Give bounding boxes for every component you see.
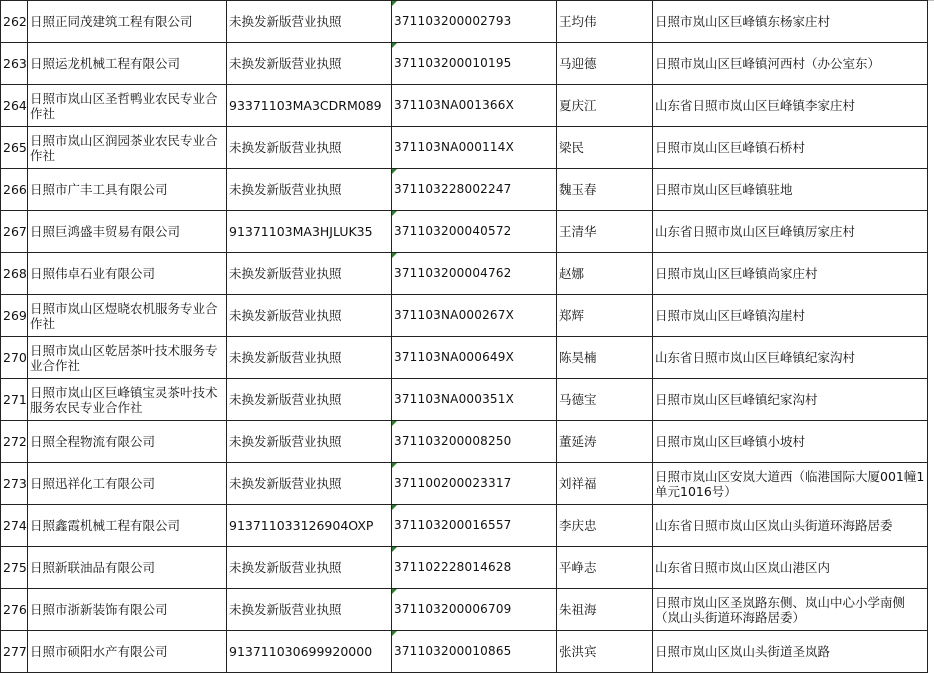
company-name: 日照市浙新装饰有限公司: [30, 602, 168, 617]
registration-code: 371103200004762: [394, 266, 512, 280]
license-number: 913711030699920000: [229, 644, 373, 659]
company-name-cell[interactable]: [28, 421, 227, 463]
license-number-cell[interactable]: [227, 43, 392, 85]
row-number: 262: [3, 14, 27, 29]
license-number: 未换发新版营业执照: [229, 560, 342, 575]
company-name-cell[interactable]: [28, 85, 227, 127]
legal-representative: 平峥志: [559, 560, 597, 575]
registration-code-cell[interactable]: [392, 547, 557, 589]
table-row: [1, 295, 928, 337]
table-row: [1, 169, 928, 211]
license-number: 未换发新版营业执照: [229, 602, 342, 617]
table-row: [1, 337, 928, 379]
license-number: 未换发新版营业执照: [229, 14, 342, 29]
text-number-marker-icon: [392, 505, 397, 510]
registration-code-cell[interactable]: [392, 253, 557, 295]
company-name-cell[interactable]: [28, 505, 227, 547]
row-number-cell[interactable]: [1, 127, 28, 169]
registration-code: 371103NA001366X: [394, 98, 515, 112]
company-name-cell[interactable]: [28, 589, 227, 631]
row-number: 269: [3, 308, 27, 323]
text-number-marker-icon: [392, 43, 397, 48]
table-row: [1, 1, 928, 43]
legal-representative-cell[interactable]: [557, 589, 653, 631]
table-row: [1, 127, 928, 169]
legal-representative-cell[interactable]: [557, 1, 653, 43]
legal-representative: 郑辉: [559, 308, 585, 323]
license-number-cell[interactable]: [227, 421, 392, 463]
registration-code: 371103NA000649X: [394, 350, 515, 364]
license-number-cell[interactable]: [227, 547, 392, 589]
address: 山东省日照市岚山区巨峰镇李家庄村: [655, 98, 856, 113]
legal-representative: 马德宝: [559, 392, 597, 407]
company-name: 日照市广丰工具有限公司: [30, 182, 168, 197]
legal-representative-cell[interactable]: [557, 505, 653, 547]
legal-representative-cell[interactable]: [557, 295, 653, 337]
registration-code-cell[interactable]: [392, 127, 557, 169]
license-number-cell[interactable]: [227, 295, 392, 337]
row-number: 274: [3, 518, 27, 533]
address-cell[interactable]: [653, 211, 928, 253]
legal-representative-cell[interactable]: [557, 547, 653, 589]
legal-representative-cell[interactable]: [557, 43, 653, 85]
table-row: [1, 463, 928, 505]
table-row: [1, 43, 928, 85]
address-cell[interactable]: [653, 85, 928, 127]
registration-code: 371103NA000351X: [394, 392, 515, 406]
license-number: 未换发新版营业执照: [229, 182, 342, 197]
company-name: 日照运龙机械工程有限公司: [30, 56, 181, 71]
company-name: 日照迅祥化工有限公司: [30, 476, 156, 491]
company-name-cell[interactable]: [28, 631, 227, 673]
legal-representative-cell[interactable]: [557, 169, 653, 211]
registration-code-cell[interactable]: [392, 631, 557, 673]
address: 日照市岚山区巨峰镇尚家庄村: [655, 266, 818, 281]
text-number-marker-icon: [392, 253, 397, 258]
row-number: 263: [3, 56, 27, 71]
license-number-cell[interactable]: [227, 631, 392, 673]
license-number: 未换发新版营业执照: [229, 392, 342, 407]
address-cell[interactable]: [653, 169, 928, 211]
row-number: 275: [3, 560, 27, 575]
license-number: 913711033126904OXP: [229, 518, 374, 533]
text-number-marker-icon: [392, 211, 397, 216]
license-number-cell[interactable]: [227, 589, 392, 631]
registration-code-cell[interactable]: [392, 85, 557, 127]
row-number: 277: [3, 644, 27, 659]
registration-code: 371102228014628: [394, 560, 512, 574]
legal-representative: 王清华: [559, 224, 597, 239]
company-name: 日照市硕阳水产有限公司: [30, 644, 168, 659]
company-name-cell[interactable]: [28, 463, 227, 505]
address: 山东省日照市岚山区巨峰镇厉家庄村: [655, 224, 856, 239]
license-number: 未换发新版营业执照: [229, 434, 342, 449]
text-number-marker-icon: [392, 631, 397, 636]
row-number: 268: [3, 266, 27, 281]
address: 日照市岚山区圣岚路东侧、岚山中心小学南侧（岚山头街道环海路居委）: [655, 594, 906, 625]
row-number-cell[interactable]: [1, 169, 28, 211]
address-cell[interactable]: [653, 1, 928, 43]
company-name: 日照伟卓石业有限公司: [30, 266, 156, 281]
legal-representative-cell[interactable]: [557, 421, 653, 463]
row-number-cell[interactable]: [1, 43, 28, 85]
text-number-marker-icon: [392, 463, 397, 468]
legal-representative: 马迎德: [559, 56, 597, 71]
row-number-cell[interactable]: [1, 463, 28, 505]
registration-code-cell[interactable]: [392, 463, 557, 505]
registration-code: 371103200010195: [394, 56, 512, 70]
address-cell[interactable]: [653, 43, 928, 85]
table-row: [1, 589, 928, 631]
row-number: 276: [3, 602, 27, 617]
company-name: 日照市岚山区圣哲鸭业农民专业合作社: [30, 90, 218, 121]
license-number-cell[interactable]: [227, 169, 392, 211]
address: 日照市岚山区岚山头街道圣岚路: [655, 644, 831, 659]
registration-code-cell[interactable]: [392, 379, 557, 421]
registration-code-cell[interactable]: [392, 43, 557, 85]
row-number: 264: [3, 98, 27, 113]
text-number-marker-icon: [392, 1, 397, 6]
row-number: 272: [3, 434, 27, 449]
legal-representative: 刘祥福: [559, 476, 597, 491]
license-number: 未换发新版营业执照: [229, 350, 342, 365]
address: 日照市岚山区巨峰镇驻地: [655, 182, 793, 197]
license-number-cell[interactable]: [227, 1, 392, 43]
license-number-cell[interactable]: [227, 505, 392, 547]
legal-representative: 朱祖海: [559, 602, 597, 617]
address-cell[interactable]: [653, 421, 928, 463]
company-name-cell[interactable]: [28, 253, 227, 295]
address: 日照市岚山区安岚大道西（临港国际大厦001幢1单元1016号）: [655, 468, 925, 499]
row-number: 266: [3, 182, 27, 197]
company-name: 日照正同茂建筑工程有限公司: [30, 14, 193, 29]
registration-code: 371103200016557: [394, 518, 512, 532]
legal-representative: 梁民: [559, 140, 585, 155]
legal-representative: 魏玉春: [559, 182, 597, 197]
address-cell[interactable]: [653, 127, 928, 169]
legal-representative: 赵娜: [559, 266, 585, 281]
registration-code-cell[interactable]: [392, 295, 557, 337]
legal-representative-cell[interactable]: [557, 631, 653, 673]
registration-code-cell[interactable]: [392, 169, 557, 211]
license-number-cell[interactable]: [227, 379, 392, 421]
license-number-cell[interactable]: [227, 211, 392, 253]
legal-representative-cell[interactable]: [557, 127, 653, 169]
license-number-cell[interactable]: [227, 253, 392, 295]
license-number-cell[interactable]: [227, 463, 392, 505]
license-number: 未换发新版营业执照: [229, 56, 342, 71]
text-number-marker-icon: [392, 169, 397, 174]
registration-code: 371103200010865: [394, 644, 512, 658]
company-name-cell[interactable]: [28, 211, 227, 253]
address: 山东省日照市岚山区岚山头街道环海路居委: [655, 518, 893, 533]
legal-representative-cell[interactable]: [557, 85, 653, 127]
license-number: 91371103MA3HJLUK35: [229, 224, 373, 239]
company-name-cell[interactable]: [28, 379, 227, 421]
company-name-cell[interactable]: [28, 127, 227, 169]
company-name: 日照市岚山区巨峰镇宝灵茶叶技术服务农民专业合作社: [30, 384, 218, 415]
registration-code: 371103200006709: [394, 602, 512, 616]
table-row: [1, 85, 928, 127]
address-cell[interactable]: [653, 463, 928, 505]
table-row: [1, 547, 928, 589]
legal-representative-cell[interactable]: [557, 211, 653, 253]
company-name: 日照巨鸿盛丰贸易有限公司: [30, 224, 181, 239]
row-number-cell[interactable]: [1, 547, 28, 589]
company-name: 日照鑫霞机械工程有限公司: [30, 518, 181, 533]
company-name: 日照市岚山区润园茶业农民专业合作社: [30, 132, 218, 163]
license-number: 未换发新版营业执照: [229, 140, 342, 155]
row-number-cell[interactable]: [1, 253, 28, 295]
legal-representative-cell[interactable]: [557, 379, 653, 421]
address-cell[interactable]: [653, 547, 928, 589]
row-number-cell[interactable]: [1, 421, 28, 463]
row-number-cell[interactable]: [1, 379, 28, 421]
row-number-cell[interactable]: [1, 505, 28, 547]
table-row: [1, 505, 928, 547]
row-number-cell[interactable]: [1, 337, 28, 379]
text-number-marker-icon: [392, 589, 397, 594]
row-number: 267: [3, 224, 27, 239]
company-name-cell[interactable]: [28, 295, 227, 337]
registration-code-cell[interactable]: [392, 1, 557, 43]
table-row: [1, 421, 928, 463]
legal-representative-cell[interactable]: [557, 337, 653, 379]
registration-code-cell[interactable]: [392, 337, 557, 379]
text-number-marker-icon: [392, 421, 397, 426]
address-cell[interactable]: [653, 589, 928, 631]
address: 山东省日照市岚山区巨峰镇纪家沟村: [655, 350, 856, 365]
row-number-cell[interactable]: [1, 589, 28, 631]
address-cell[interactable]: [653, 295, 928, 337]
legal-representative: 张洪宾: [559, 644, 597, 659]
row-number: 270: [3, 350, 27, 365]
legal-representative: 李庆忠: [559, 518, 597, 533]
address: 山东省日照市岚山区岚山港区内: [655, 560, 831, 575]
address: 日照市岚山区巨峰镇沟崖村: [655, 308, 806, 323]
company-name: 日照市岚山区煜晓农机服务专业合作社: [30, 300, 218, 331]
address-cell[interactable]: [653, 379, 928, 421]
table-row: [1, 379, 928, 421]
registration-code-cell[interactable]: [392, 421, 557, 463]
registration-code: 371103200008250: [394, 434, 512, 448]
registration-code-cell[interactable]: [392, 211, 557, 253]
company-name-cell[interactable]: [28, 43, 227, 85]
license-number: 未换发新版营业执照: [229, 476, 342, 491]
registration-code: 371103200040572: [394, 224, 512, 238]
row-number-cell[interactable]: [1, 85, 28, 127]
legal-representative: 陈昊楠: [559, 350, 597, 365]
address: 日照市岚山区巨峰镇纪家沟村: [655, 392, 818, 407]
registration-code: 371103228002247: [394, 182, 512, 196]
row-number: 265: [3, 140, 27, 155]
registration-code-cell[interactable]: [392, 589, 557, 631]
legal-representative-cell[interactable]: [557, 463, 653, 505]
company-name: 日照新联油品有限公司: [30, 560, 156, 575]
company-name-cell[interactable]: [28, 547, 227, 589]
license-number: 未换发新版营业执照: [229, 266, 342, 281]
row-number-cell[interactable]: [1, 211, 28, 253]
legal-representative-cell[interactable]: [557, 253, 653, 295]
license-number-cell[interactable]: [227, 85, 392, 127]
legal-representative: 董延涛: [559, 434, 597, 449]
table-row: [1, 253, 928, 295]
legal-representative: 夏庆江: [559, 98, 597, 113]
row-number-cell[interactable]: [1, 631, 28, 673]
company-name: 日照全程物流有限公司: [30, 434, 156, 449]
row-number: 273: [3, 476, 27, 491]
license-number: 未换发新版营业执照: [229, 308, 342, 323]
address: 日照市岚山区巨峰镇河西村（办公室东）: [655, 56, 881, 71]
registration-code-cell[interactable]: [392, 505, 557, 547]
row-number: 271: [3, 392, 27, 407]
address: 日照市岚山区巨峰镇石桥村: [655, 140, 806, 155]
company-name-cell[interactable]: [28, 1, 227, 43]
registration-code: 371100200023317: [394, 476, 512, 490]
registration-code: 371103200002793: [394, 14, 512, 28]
address: 日照市岚山区巨峰镇小坡村: [655, 434, 806, 449]
address-cell[interactable]: [653, 337, 928, 379]
company-name-cell[interactable]: [28, 337, 227, 379]
license-number: 93371103MA3CDRM089: [229, 98, 382, 113]
license-number-cell[interactable]: [227, 127, 392, 169]
row-number-cell[interactable]: [1, 295, 28, 337]
company-name: 日照市岚山区乾居茶叶技术服务专业合作社: [30, 342, 218, 373]
address-cell[interactable]: [653, 631, 928, 673]
registration-code: 371103NA000267X: [394, 308, 515, 322]
license-number-cell[interactable]: [227, 337, 392, 379]
address-cell[interactable]: [653, 505, 928, 547]
row-number-cell[interactable]: [1, 1, 28, 43]
legal-representative: 王均伟: [559, 14, 597, 29]
registration-code: 371103NA000114X: [394, 140, 515, 154]
company-name-cell[interactable]: [28, 169, 227, 211]
table-row: [1, 211, 928, 253]
address: 日照市岚山区巨峰镇东杨家庄村: [655, 14, 831, 29]
table-row: [1, 631, 928, 673]
address-cell[interactable]: [653, 253, 928, 295]
text-number-marker-icon: [392, 547, 397, 552]
